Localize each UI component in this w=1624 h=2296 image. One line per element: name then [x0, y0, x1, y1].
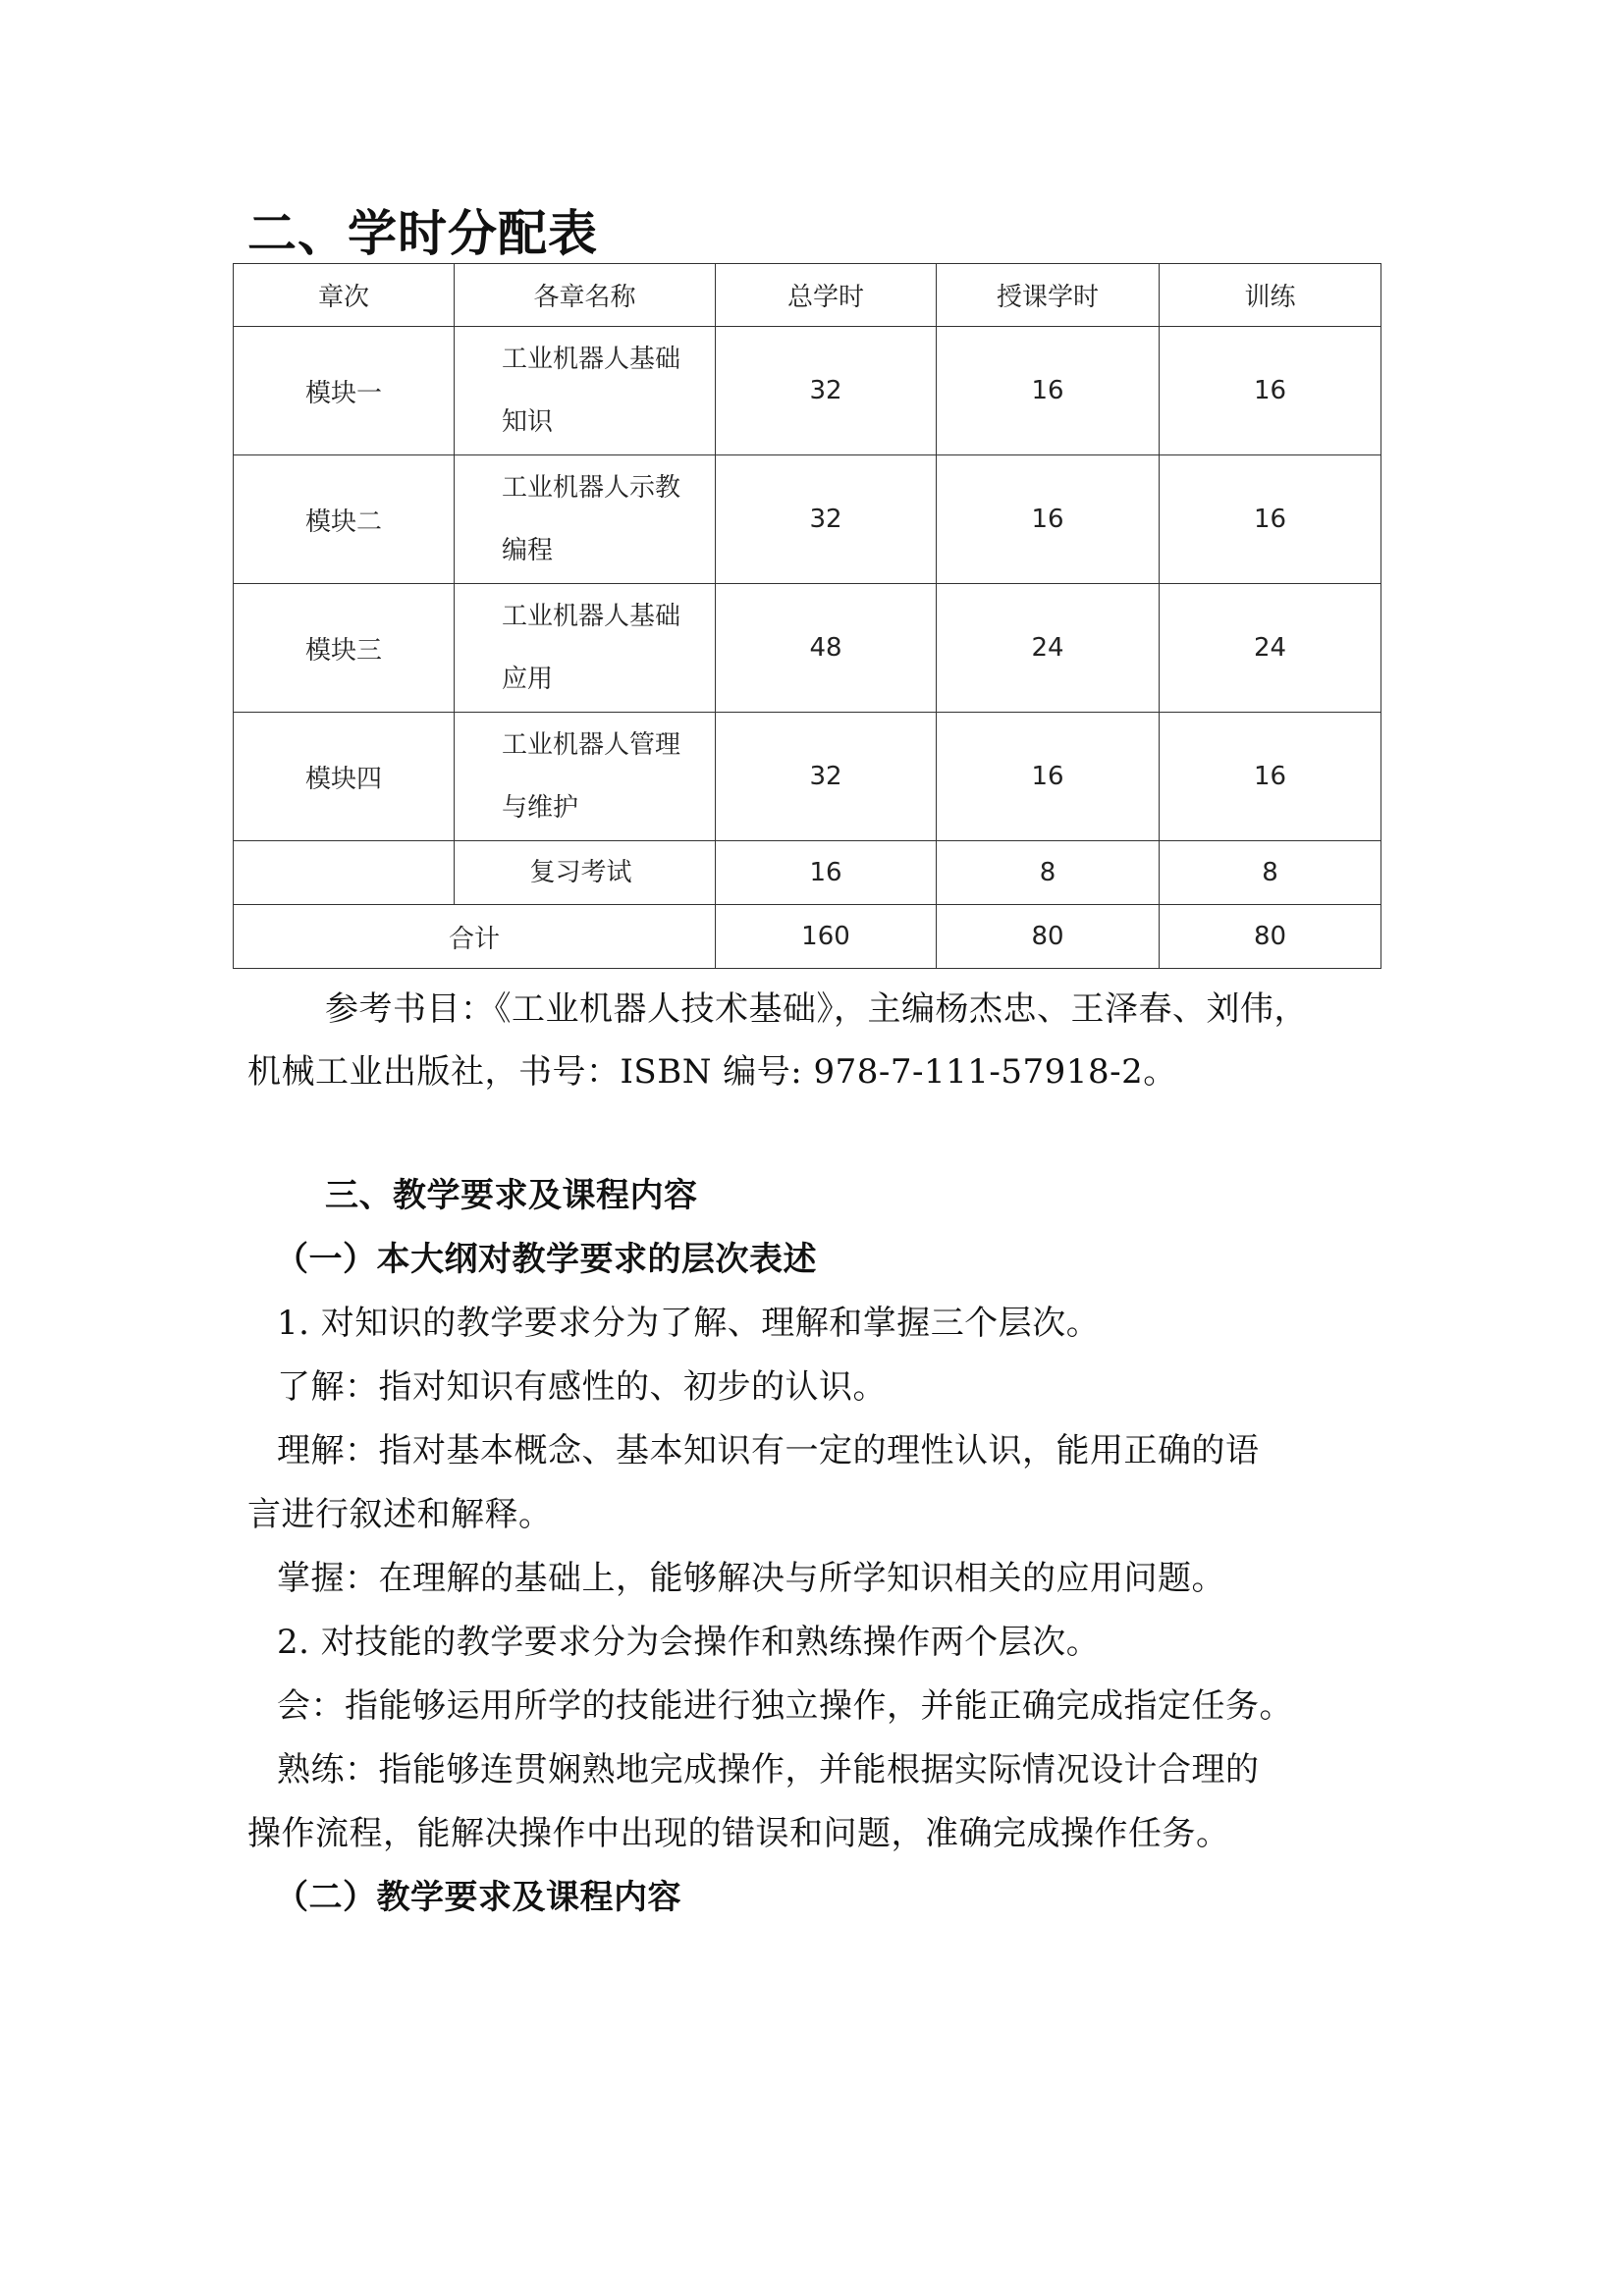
- section-heading-hours: 二、学时分配表: [247, 205, 598, 262]
- lecture-hours-cell: 16: [937, 327, 1160, 455]
- chapter-name-line: 编程: [502, 536, 554, 565]
- training-hours-cell: 16: [1160, 327, 1381, 455]
- chapter-cell: [234, 841, 455, 905]
- total-hours-cell: 16: [716, 841, 937, 905]
- lecture-hours-cell: 8: [937, 841, 1160, 905]
- training-hours-cell: 16: [1160, 455, 1381, 584]
- total-hours-cell: 32: [716, 455, 937, 584]
- subheading-requirement-levels: （一）本大纲对教学要求的层次表述: [275, 1240, 817, 1279]
- chapter-name-cell: 复习考试: [455, 841, 716, 905]
- table-header-row: [234, 264, 1381, 327]
- reference-line-2: 机械工业出版社，书号：ISBN 编号: 978-7-111-57918-2。: [247, 1052, 1177, 1092]
- total-hours-cell: 32: [716, 713, 937, 841]
- chapter-cell: 模块三: [234, 584, 455, 713]
- training-hours-cell: 16: [1160, 713, 1381, 841]
- paragraph-proficient-line-2: 操作流程，能解决操作中出现的错误和问题，准确完成操作任务。: [247, 1814, 1230, 1853]
- section-heading-teaching: 三、教学要求及课程内容: [325, 1176, 698, 1215]
- paragraph-master: 掌握：在理解的基础上，能够解决与所学知识相关的应用问题。: [277, 1559, 1225, 1598]
- paragraph-understand: 了解：指对知识有感性的、初步的认识。: [277, 1367, 887, 1407]
- sum-label-cell: 合计: [234, 905, 716, 969]
- total-hours-cell: 48: [716, 584, 937, 713]
- paragraph-skill-levels: 2. 对技能的教学要求分为会操作和熟练操作两个层次。: [277, 1623, 1101, 1662]
- subheading-course-content: （二）教学要求及课程内容: [275, 1878, 681, 1917]
- chapter-name-cell: [455, 584, 716, 713]
- chapter-cell: 模块二: [234, 455, 455, 584]
- chapter-name-line: 工业机器人示教: [502, 473, 681, 503]
- chapter-name-line: 应用: [502, 665, 554, 694]
- sum-row: [234, 905, 1381, 969]
- chapter-name-cell: [455, 713, 716, 841]
- total-hours-cell: 32: [716, 327, 937, 455]
- paragraph-can-operate: 会：指能够运用所学的技能进行独立操作，并能正确完成指定任务。: [277, 1686, 1293, 1726]
- table-row: [234, 455, 1381, 584]
- training-hours-cell: 24: [1160, 584, 1381, 713]
- chapter-name-line: 工业机器人管理: [502, 730, 681, 760]
- paragraph-proficient-line-1: 熟练：指能够连贯娴熟地完成操作，并能根据实际情况设计合理的: [277, 1750, 1260, 1789]
- paragraph-knowledge-levels: 1. 对知识的教学要求分为了解、理解和掌握三个层次。: [277, 1304, 1101, 1343]
- chapter-name-cell: [455, 327, 716, 455]
- table-row: [234, 327, 1381, 455]
- lecture-hours-cell: 80: [937, 905, 1160, 969]
- chapter-name-line: 工业机器人基础: [502, 345, 681, 374]
- chapter-cell: 模块四: [234, 713, 455, 841]
- reference-line-1: 参考书目：《工业机器人技术基础》，主编杨杰忠、王泽春、刘伟，: [325, 989, 1308, 1029]
- lecture-hours-cell: 16: [937, 713, 1160, 841]
- lecture-hours-cell: 16: [937, 455, 1160, 584]
- column-header-chapter: 章次: [234, 264, 455, 327]
- column-header-lecture-hours: 授课学时: [937, 264, 1160, 327]
- column-header-training: 训练: [1160, 264, 1381, 327]
- paragraph-comprehend-line-2: 言进行叙述和解释。: [247, 1495, 553, 1534]
- training-hours-cell: 8: [1160, 841, 1381, 905]
- chapter-cell: 模块一: [234, 327, 455, 455]
- chapter-name-line: 与维护: [502, 793, 579, 823]
- lecture-hours-cell: 24: [937, 584, 1160, 713]
- table-row: [234, 584, 1381, 713]
- column-header-name: 各章名称: [455, 264, 716, 327]
- hours-allocation-table: [233, 263, 1381, 969]
- total-hours-cell: 160: [716, 905, 937, 969]
- table-row: [234, 713, 1381, 841]
- chapter-name-line: 知识: [502, 407, 554, 437]
- chapter-name-cell: [455, 455, 716, 584]
- chapter-name-line: 工业机器人基础: [502, 602, 681, 631]
- training-hours-cell: 80: [1160, 905, 1381, 969]
- column-header-total-hours: 总学时: [716, 264, 937, 327]
- paragraph-comprehend-line-1: 理解：指对基本概念、基本知识有一定的理性认识，能用正确的语: [277, 1431, 1260, 1470]
- review-row: [234, 841, 1381, 905]
